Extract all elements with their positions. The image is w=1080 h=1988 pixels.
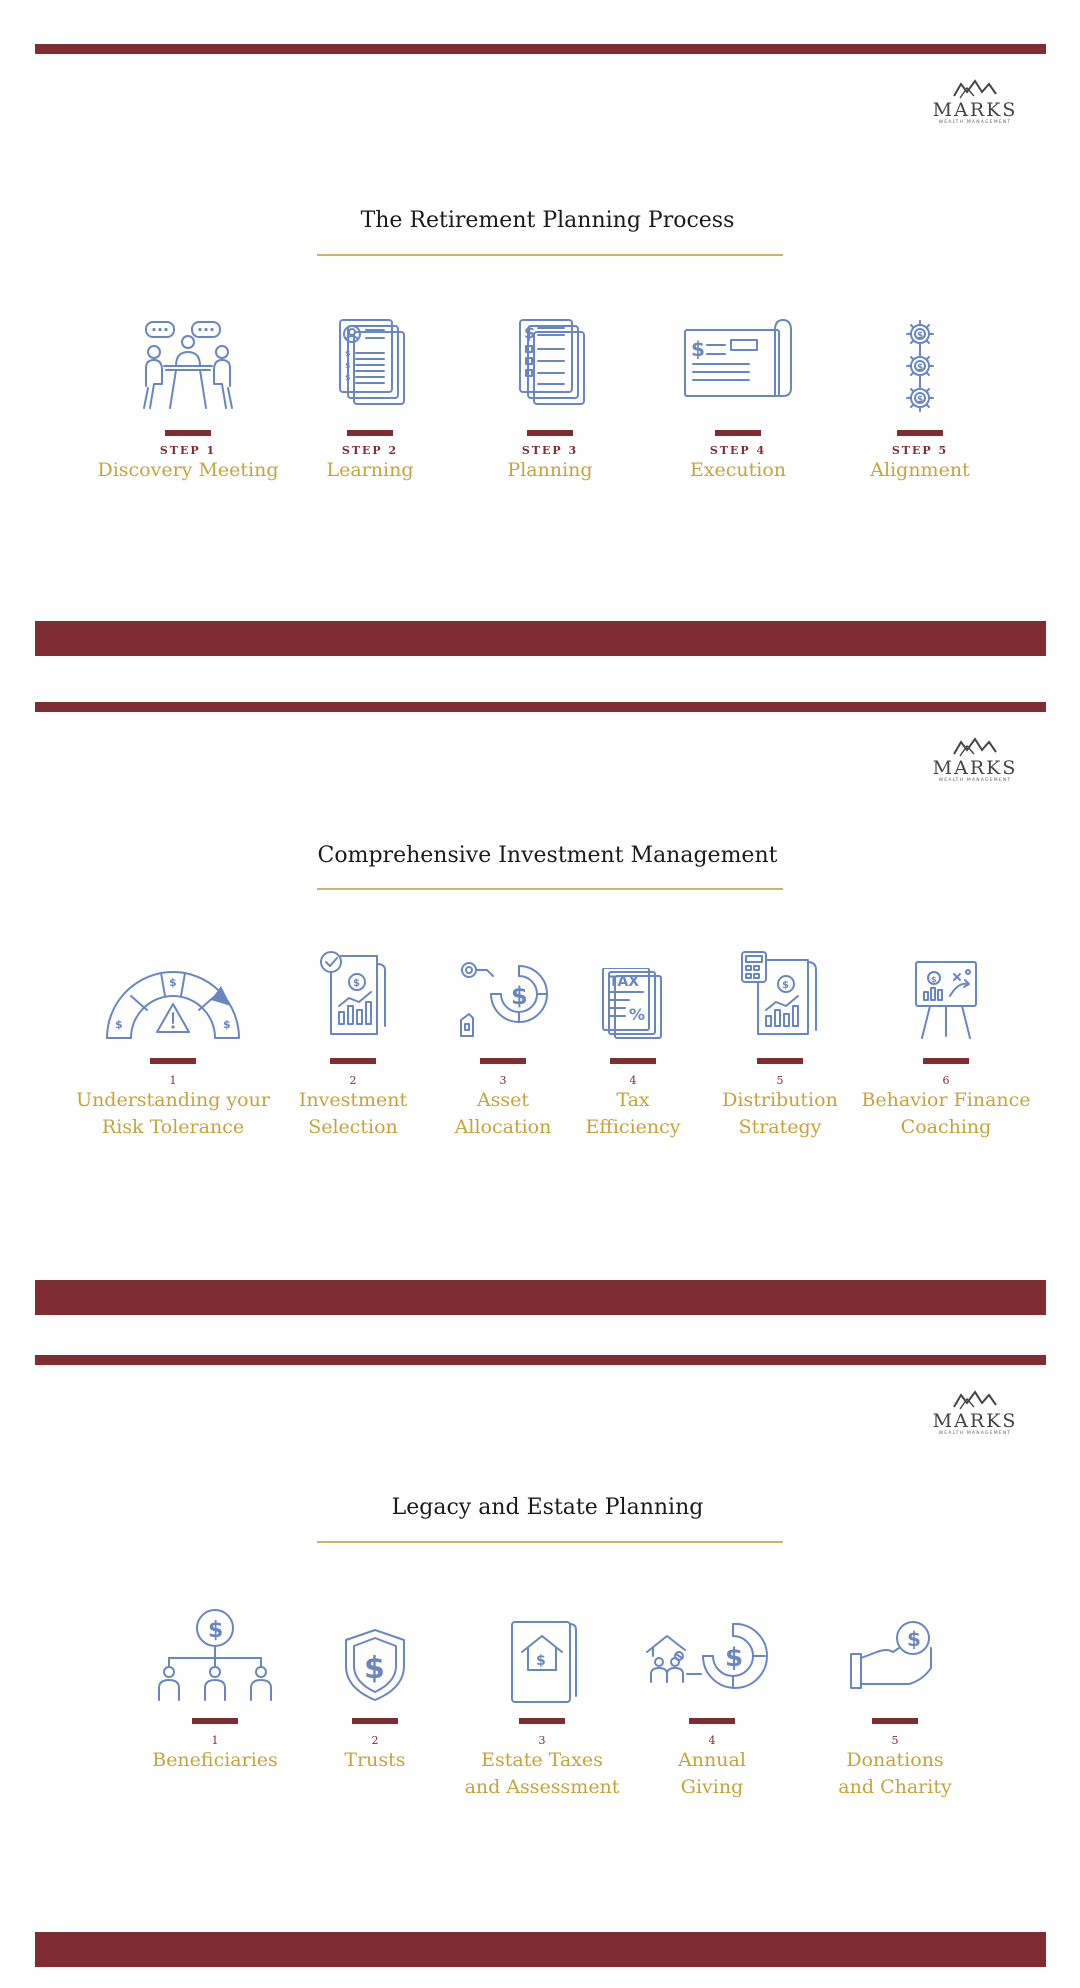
svg-text:$: $ <box>524 323 536 342</box>
shield-dollar-icon <box>340 1608 410 1704</box>
top-rule <box>35 1355 1046 1365</box>
process-step-1 <box>88 318 288 484</box>
item-label-line: Selection <box>308 1116 398 1138</box>
svg-text:$: $ <box>364 1651 385 1686</box>
item-label-line: Asset <box>476 1089 530 1111</box>
item-label-line: Annual <box>678 1749 746 1771</box>
item-label <box>612 1747 812 1801</box>
item-label <box>846 1087 1046 1141</box>
family-giving-icon <box>645 1608 779 1704</box>
step-number: STEP 1 <box>159 444 217 457</box>
logo-brand: MARKS <box>932 757 1018 779</box>
svg-text:$: $ <box>917 331 924 341</box>
svg-text:$: $ <box>782 980 789 991</box>
calculator-report-icon <box>740 950 820 1040</box>
item-marker <box>150 1058 196 1064</box>
step-number: STEP 5 <box>891 444 949 457</box>
logo-subtitle: WEALTH MANAGEMENT <box>938 1431 1012 1436</box>
investment-item-6 <box>846 968 1046 1141</box>
svg-text:$: $ <box>917 395 924 405</box>
logo-mark-icon <box>952 78 998 100</box>
item-label-line: Distribution <box>722 1089 838 1111</box>
step-label: Learning <box>326 459 414 481</box>
item-number: 1 <box>211 1734 219 1747</box>
item-number: 3 <box>538 1734 546 1747</box>
item-label-line: Efficiency <box>585 1116 681 1138</box>
item-marker <box>330 1058 376 1064</box>
step-label: Alignment <box>870 459 970 481</box>
marks-logo <box>920 1389 1030 1436</box>
beneficiaries-icon <box>155 1608 275 1704</box>
svg-text:$: $ <box>208 1618 224 1643</box>
top-rule <box>35 702 1046 712</box>
item-label-line: Coaching <box>900 1116 992 1138</box>
presentation-board-icon <box>910 958 982 1040</box>
process-step-4 <box>638 318 838 484</box>
logo-brand: MARKS <box>932 99 1018 121</box>
item-label <box>73 1087 273 1141</box>
item-number: 3 <box>499 1074 507 1087</box>
item-number: 5 <box>776 1074 784 1087</box>
item-label-line: Risk Tolerance <box>101 1116 245 1138</box>
item-marker <box>757 1058 803 1064</box>
logo-mark-icon <box>952 736 998 758</box>
step-marker <box>715 430 761 436</box>
svg-text:$: $ <box>345 361 351 370</box>
legacy-item-4 <box>612 1608 812 1801</box>
section-footer-bar <box>35 621 1046 656</box>
section-title: Legacy and Estate Planning <box>391 1495 704 1520</box>
item-label-line: Allocation <box>454 1116 552 1138</box>
item-label-line: Donations <box>846 1749 944 1771</box>
title-underline <box>317 1541 783 1543</box>
top-rule <box>35 44 1046 54</box>
item-marker <box>480 1058 526 1064</box>
item-label-line: Beneficiaries <box>152 1749 278 1771</box>
item-number: 4 <box>708 1734 716 1747</box>
meeting-icon <box>140 318 236 414</box>
svg-text:$: $ <box>691 337 705 361</box>
item-marker <box>923 1058 969 1064</box>
title-underline <box>317 254 783 256</box>
item-label-line: Strategy <box>738 1116 822 1138</box>
item-marker <box>689 1718 735 1724</box>
step-label: Discovery Meeting <box>97 459 279 481</box>
step-label: Execution <box>689 459 787 481</box>
item-number: 6 <box>942 1074 950 1087</box>
item-marker <box>872 1718 918 1724</box>
item-number: 4 <box>629 1074 637 1087</box>
process-step-3 <box>450 318 650 484</box>
title-underline <box>317 888 783 890</box>
process-step-5 <box>820 318 1020 484</box>
investment-item-1 <box>73 968 273 1141</box>
risk-gauge-icon <box>103 968 243 1040</box>
item-number: 1 <box>169 1074 177 1087</box>
item-label-line: and Charity <box>838 1776 952 1798</box>
svg-text:$: $ <box>907 1627 921 1651</box>
hand-coin-icon <box>847 1608 943 1704</box>
svg-text:$: $ <box>223 1018 231 1031</box>
item-label-line: Investment <box>298 1089 408 1111</box>
logo-subtitle: WEALTH MANAGEMENT <box>938 778 1012 783</box>
item-marker <box>352 1718 398 1724</box>
section-footer-bar <box>35 1932 1046 1967</box>
house-document-icon <box>506 1608 578 1704</box>
svg-text:$: $ <box>536 1653 546 1669</box>
svg-text:$: $ <box>725 1643 744 1673</box>
logo-brand: MARKS <box>932 1410 1018 1432</box>
item-marker <box>192 1718 238 1724</box>
step-marker <box>897 430 943 436</box>
tax-document-icon <box>601 968 665 1040</box>
svg-text:$: $ <box>169 976 177 989</box>
item-label-line: Estate Taxes <box>481 1749 603 1771</box>
item-label-line: Understanding your <box>76 1089 270 1111</box>
logo-subtitle: WEALTH MANAGEMENT <box>938 120 1012 125</box>
marks-logo <box>920 736 1030 783</box>
svg-text:$: $ <box>353 978 360 989</box>
check-scroll-icon <box>683 318 793 414</box>
item-label-line: Giving <box>680 1776 744 1798</box>
item-number: 2 <box>371 1734 379 1747</box>
step-marker <box>347 430 393 436</box>
svg-text:$: $ <box>345 373 351 382</box>
svg-text:$: $ <box>917 363 924 373</box>
item-number: 2 <box>349 1074 357 1087</box>
step-marker <box>527 430 573 436</box>
svg-text:TAX: TAX <box>609 974 640 990</box>
item-label-line: and Assessment <box>464 1776 620 1798</box>
investment-report-icon <box>317 950 389 1040</box>
marks-logo <box>920 78 1030 125</box>
profile-document-icon <box>322 318 418 414</box>
item-label <box>795 1747 995 1801</box>
item-label-line: Tax <box>616 1089 650 1111</box>
step-number: STEP 3 <box>521 444 579 457</box>
svg-text:$: $ <box>345 349 351 358</box>
item-marker <box>519 1718 565 1724</box>
step-number: STEP 2 <box>341 444 399 457</box>
legacy-item-5 <box>795 1608 995 1801</box>
item-number: 5 <box>891 1734 899 1747</box>
svg-text:%: % <box>629 1005 646 1024</box>
section-title: Comprehensive Investment Management <box>317 843 778 868</box>
step-label: Planning <box>507 459 593 481</box>
svg-text:$: $ <box>511 982 528 1010</box>
gear-chain-icon <box>872 318 968 414</box>
svg-text:$: $ <box>115 1018 123 1031</box>
process-step-2 <box>270 318 470 484</box>
item-marker <box>610 1058 656 1064</box>
section-footer-bar <box>35 1280 1046 1315</box>
section-title: The Retirement Planning Process <box>360 208 735 233</box>
logo-mark-icon <box>952 1389 998 1411</box>
item-label-line: Behavior Finance <box>861 1089 1031 1111</box>
item-label-line: Trusts <box>344 1749 406 1771</box>
step-number: STEP 4 <box>709 444 767 457</box>
checklist-document-icon <box>502 318 598 414</box>
step-marker <box>165 430 211 436</box>
svg-text:$: $ <box>931 975 937 984</box>
